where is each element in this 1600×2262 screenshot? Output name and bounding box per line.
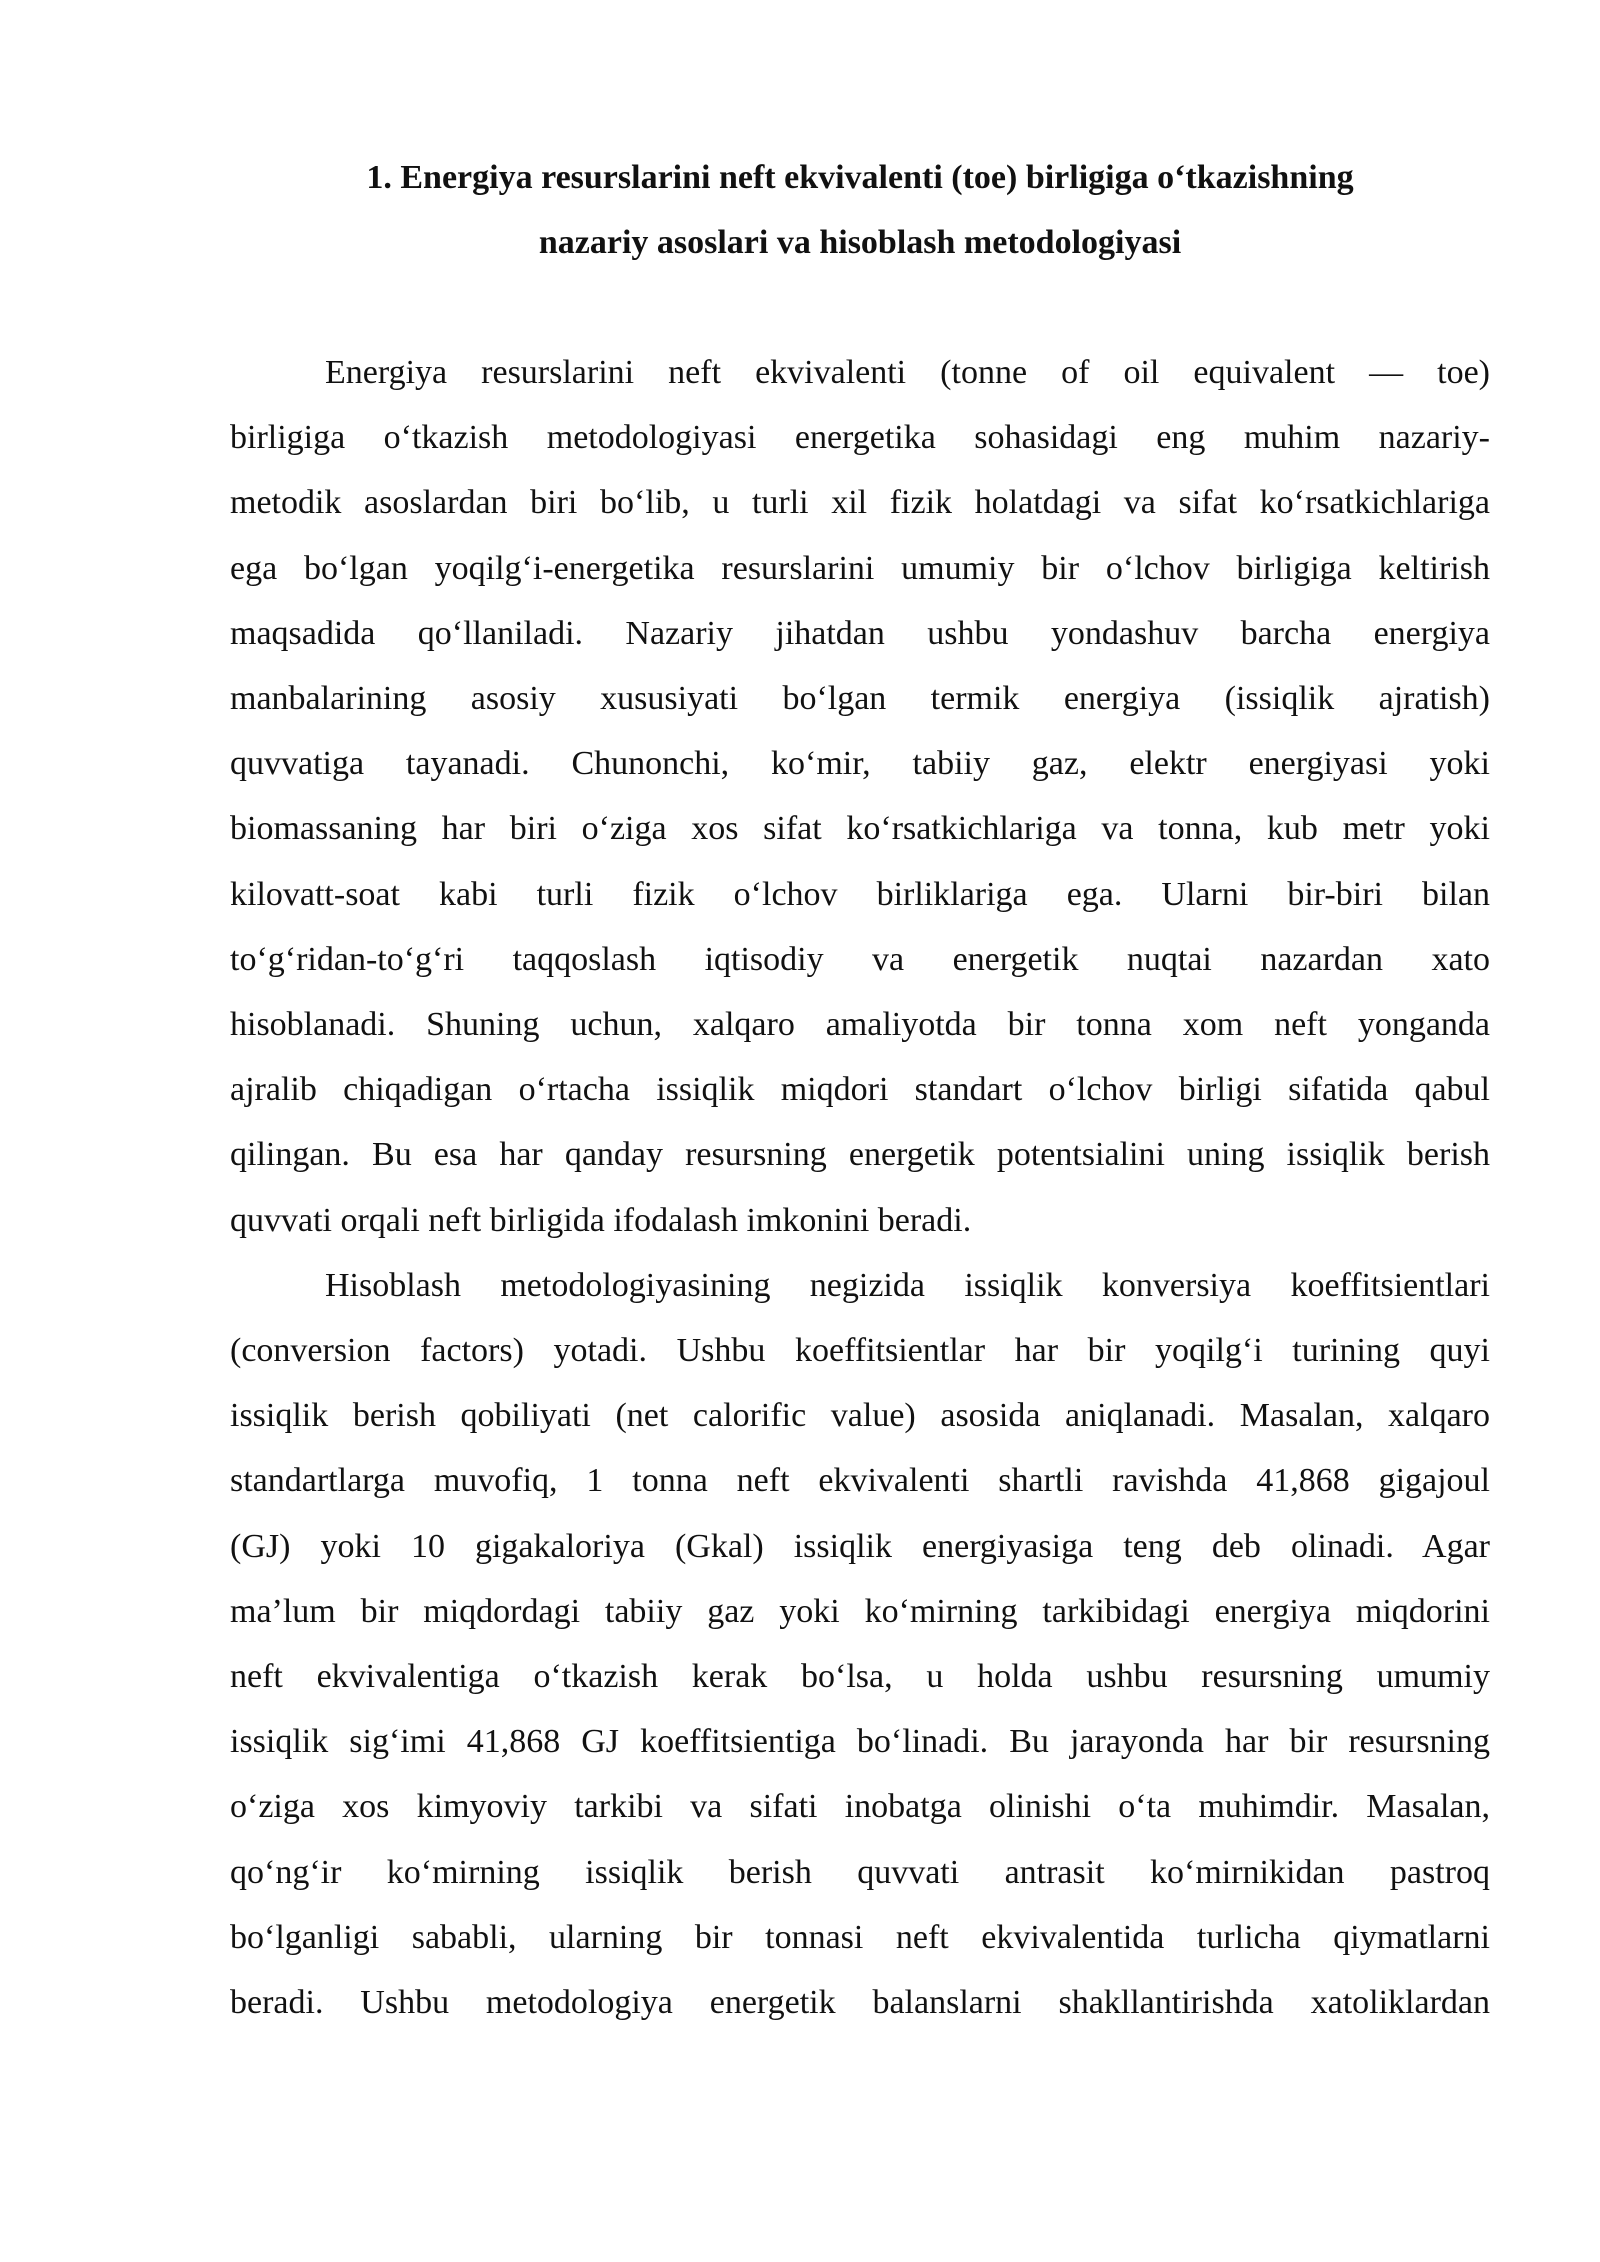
text-line: (GJ) yoki 10 gigakaloriya (Gkal) issiqlik energiyasiga teng deb olinadi. Agar	[230, 1527, 1490, 1565]
text-line: o‘ziga xos kimyoviy tarkibi va sifati inobatga olinishi o‘ta muhimdir. Masalan,	[230, 1788, 1490, 1826]
text-line: issiqlik berish qobiliyati (net calorific value) asosida aniqlanadi. Masalan, xalqaro	[230, 1397, 1490, 1435]
section-title-line-1: 1. Energiya resurslarini neft ekvivalenti (toe) birligiga o‘tkazishning	[366, 159, 1354, 196]
text-line: hisoblanadi. Shuning uchun, xalqaro amaliyotda bir tonna xom neft yonganda	[230, 1006, 1490, 1044]
text-line: biomassaning har biri o‘ziga xos sifat ko‘rsatkichlariga va tonna, kub metr yoki	[230, 810, 1490, 848]
text-line: Energiya resurslarini neft ekvivalenti (tonne of oil equivalent — toe)	[325, 354, 1490, 391]
text-line: quvvati orqali neft birligida ifodalash imkonini beradi.	[230, 1201, 972, 1239]
text-line: ma’lum bir miqdordagi tabiiy gaz yoki ko‘mirning tarkibidagi energiya miqdorini	[230, 1592, 1490, 1630]
text-line: qilingan. Bu esa har qanday resursning energetik potentsialini uning issiqlik berish	[230, 1136, 1490, 1174]
paragraph-1	[230, 340, 1490, 1253]
text-line: birligiga o‘tkazish metodologiyasi energetika sohasidagi eng muhim nazariy-	[230, 419, 1490, 457]
text-line: metodik asoslardan biri bo‘lib, u turli xil fizik holatdagi va sifat ko‘rsatkichlariga	[230, 484, 1490, 522]
text-line: standartlarga muvofiq, 1 tonna neft ekvivalenti shartli ravishda 41,868 gigajoul	[230, 1462, 1490, 1500]
text-line: ega bo‘lgan yoqilg‘i-energetika resurslarini umumiy bir o‘lchov birligiga keltirish	[230, 549, 1490, 587]
text-line: kilovatt-soat kabi turli fizik o‘lchov birliklariga ega. Ularni bir-biri bilan	[230, 875, 1490, 913]
text-line: (conversion factors) yotadi. Ushbu koeffitsientlar har bir yoqilg‘i turining quyi	[230, 1332, 1490, 1370]
document-body	[230, 340, 1490, 2035]
text-line: bo‘lganligi sababli, ularning bir tonnasi neft ekvivalentida turlicha qiymatlarni	[230, 1918, 1490, 1956]
text-line: neft ekvivalentiga o‘tkazish kerak bo‘lsa, u holda ushbu resursning umumiy	[230, 1658, 1490, 1696]
section-title-line-2: nazariy asoslari va hisoblash metodologiyasi	[538, 224, 1182, 261]
text-line: qo‘ng‘ir ko‘mirning issiqlik berish quvvati antrasit ko‘mirnikidan pastroq	[230, 1853, 1490, 1891]
paragraph-2	[230, 1253, 1490, 2035]
text-line: to‘g‘ridan-to‘g‘ri taqqoslash iqtisodiy va energetik nuqtai nazardan xato	[230, 940, 1490, 978]
text-line: maqsadida qo‘llaniladi. Nazariy jihatdan ushbu yondashuv barcha energiya	[230, 614, 1490, 652]
text-line: ajralib chiqadigan o‘rtacha issiqlik miqdori standart o‘lchov birligi sifatida qabul	[230, 1071, 1490, 1109]
text-line: beradi. Ushbu metodologiya energetik balanslarni shakllantirishda xatoliklardan	[230, 1984, 1490, 2022]
text-line: Hisoblash metodologiyasining negizida issiqlik konversiya koeffitsientlari	[325, 1266, 1490, 1304]
text-line: quvvatiga tayanadi. Chunonchi, ko‘mir, tabiiy gaz, elektr energiyasi yoki	[230, 745, 1490, 783]
section-title	[230, 145, 1490, 275]
text-line: issiqlik sig‘imi 41,868 GJ koeffitsientiga bo‘linadi. Bu jarayonda har bir resursning	[230, 1723, 1490, 1761]
text-line: manbalarining asosiy xususiyati bo‘lgan termik energiya (issiqlik ajratish)	[230, 680, 1490, 718]
